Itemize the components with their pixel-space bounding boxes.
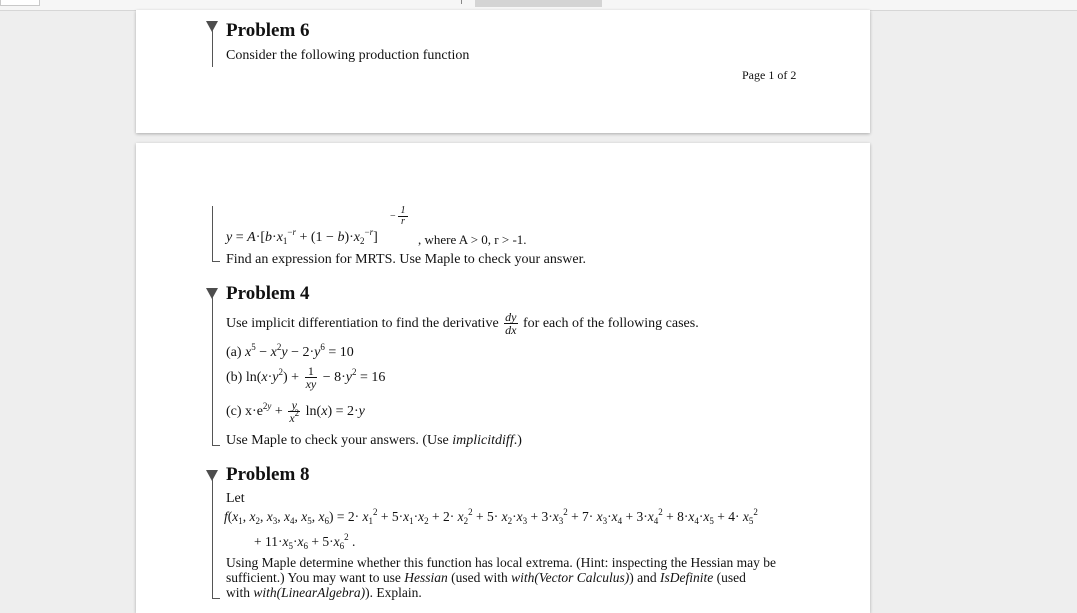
problem-4-intro: Use implicit differentiation to find the derivative $\frac{dy}{dx}$ for each of the following cases. xyxy=(226,310,699,338)
problem-6-intro: Consider the following production function xyxy=(226,48,470,63)
outer-exponent: 1 r xyxy=(398,206,408,227)
problem-6-heading: Problem 6 xyxy=(226,20,310,41)
section-bracket xyxy=(212,297,213,446)
case-a: (a) $x^5 - x^2y - 2\cdot y^6 = 10$ xyxy=(226,342,354,360)
section-bracket xyxy=(212,30,213,67)
print-page-1 xyxy=(136,10,870,133)
section-bracket xyxy=(212,206,213,262)
section-bracket xyxy=(212,479,213,599)
function-definition-line2: + $11\cdot x_5\cdot x_6 + 5\cdot x_6^2$ . xyxy=(254,532,356,551)
toolbar-scroll-thumb[interactable] xyxy=(475,0,602,7)
section-bracket-foot xyxy=(212,261,220,262)
outer-exponent-minus: − xyxy=(390,211,396,222)
section-bracket-foot xyxy=(212,445,220,446)
problem-8-desc-line3: with with(LinearAlgebra)). Explain. xyxy=(226,585,422,600)
problem-8-heading: Problem 8 xyxy=(226,464,310,485)
equation-condition: , where A > 0, r > -1. xyxy=(418,232,527,247)
production-function-equation: $y = A\cdot[b\cdot x_1^{-r} + (1 - b)\cdot x_2^{-r}]$ xyxy=(226,227,378,246)
problem-8-desc-line1: Using Maple determine whether this function has local extrema. (Hint: inspecting the Hessian may be xyxy=(226,555,776,570)
print-page-2 xyxy=(136,143,870,613)
case-b: (b) $\ln(x\cdot y^2)$ + $\frac{1}{xy}$ − $8\cdot y^2 = 16$ xyxy=(226,364,386,392)
function-definition-line1: $f(x_1$, $x_2$, $x_3$, $x_4$, $x_5$, $x_6) = 2\cdot x_1^2 + 5\cdot x_1\cdot x_2 + 2\cdot x_2^2 + 5\cdot x_2\cdot x_3 + 3\cdot x_3^2 + 7\cdot x_3\cdot x_4 + 3\cdot x_4^2 + 8\cdot x_4\cdot x_5 + 4\cdot x_5^2$ xyxy=(224,507,758,526)
toolbar-separator xyxy=(461,0,462,4)
problem-6-task: Find an expression for MRTS. Use Maple to check your answer. xyxy=(226,252,586,267)
toolbar-tab[interactable] xyxy=(0,0,40,6)
problem-4-check: Use Maple to check your answers. (Use implicitdiff.) xyxy=(226,433,522,448)
case-c: (c) $x\cdot e^{2y}$ + $\frac{y}{x^2}$ ln(x) = 2·y xyxy=(226,398,365,426)
problem-8-desc-line2: sufficient.) You may want to use Hessian (used with with(Vector Calculus)) and IsDefinite (used xyxy=(226,570,746,585)
problem-4-heading: Problem 4 xyxy=(226,283,310,304)
page-number: Page 1 of 2 xyxy=(742,68,797,82)
derivative-fraction: $\frac{dy}{dx}$ xyxy=(505,310,517,338)
problem-8-let: Let xyxy=(226,491,245,506)
section-bracket-foot xyxy=(212,598,220,599)
